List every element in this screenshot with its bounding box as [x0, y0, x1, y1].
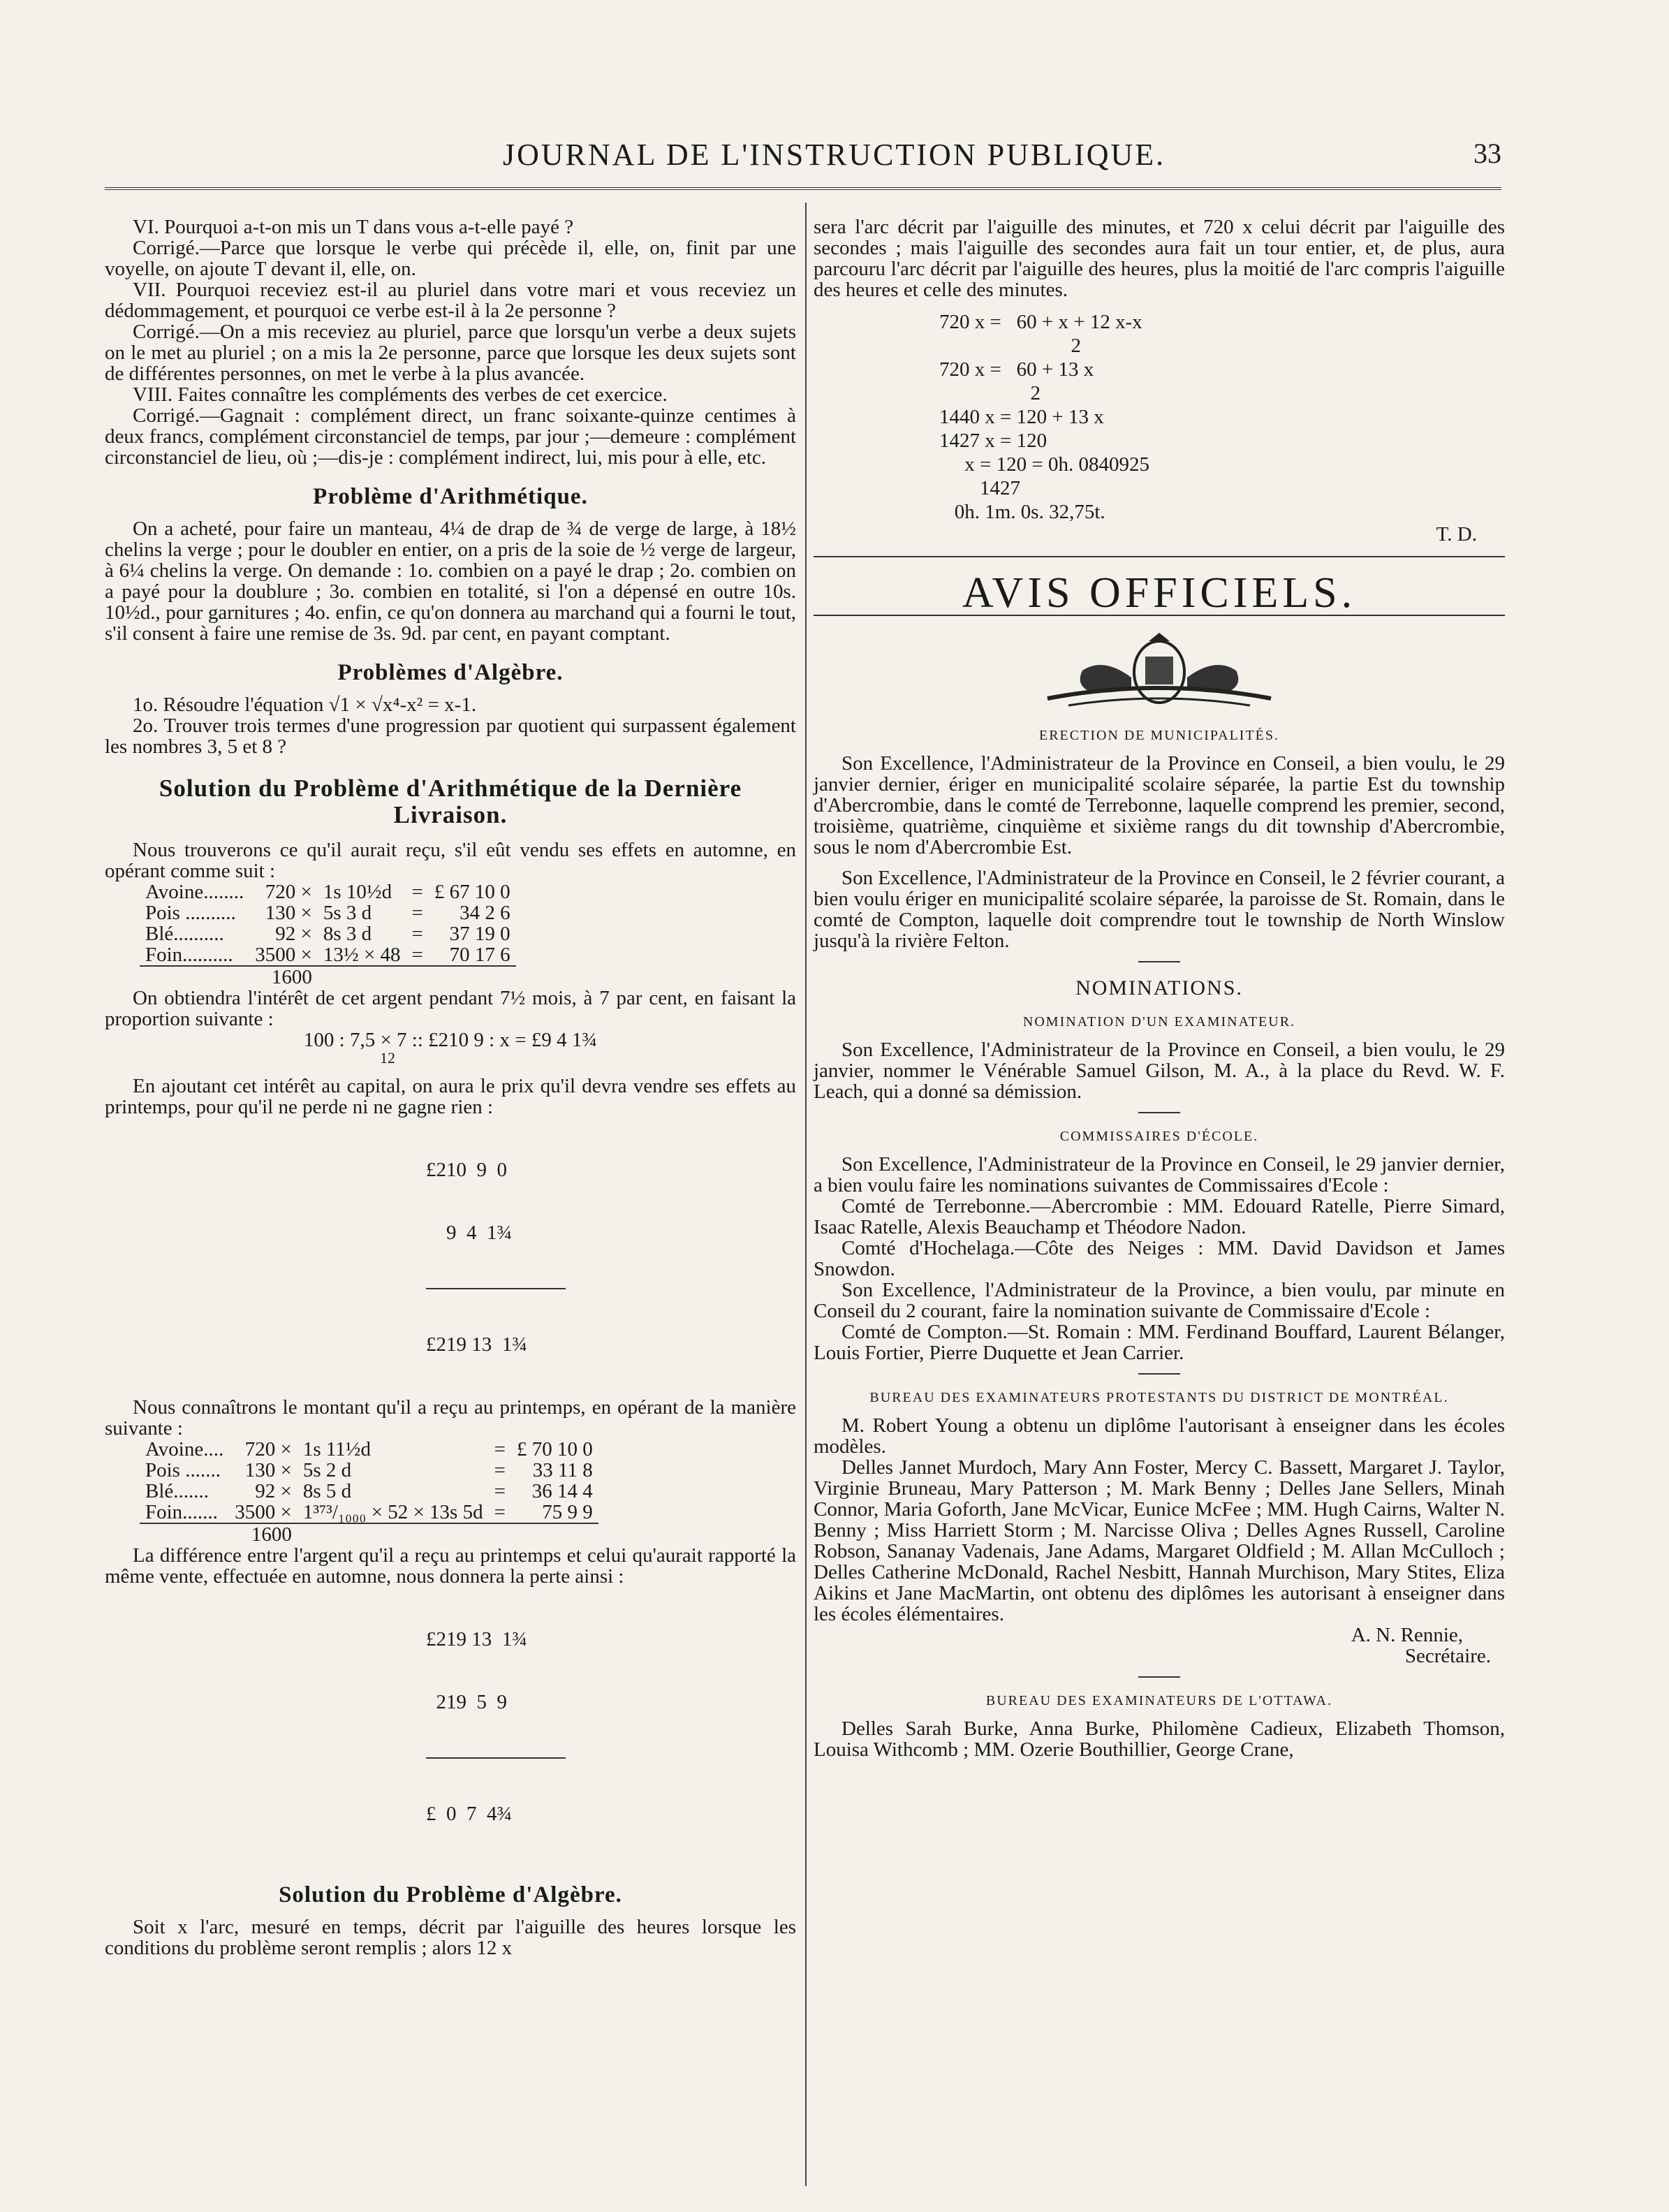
table-cell: 92 ×	[255, 1480, 292, 1502]
divider-dash	[1138, 1676, 1180, 1678]
table-total-row	[140, 966, 516, 988]
masthead	[105, 133, 1501, 182]
table-row	[140, 902, 516, 923]
table-cell: 1s 11½d	[302, 1438, 372, 1460]
table-cell: 8s 5 d	[302, 1480, 352, 1502]
bureau-text-1: M. Robert Young a obtenu un diplôme l'autorisant à enseigner dans les écoles modèles.	[814, 1414, 1505, 1458]
answer-8: Corrigé.—Gagnait : complément direct, un franc soixante-quinze centimes à deux francs, complément circonstanciel de temps, par jour ;—demeure : complément circonstanciel de lieu, où ;—dis-je : complément indirect, lui, mis pour à elle, etc.	[105, 404, 796, 469]
heading-arithmetic-problem: Problème d'Arithmétique.	[313, 484, 588, 509]
royal-crest-emblem	[1027, 629, 1292, 712]
equation-line: 1427	[939, 477, 1020, 499]
table-cell: 36 14 4	[531, 1480, 593, 1502]
table-cell: 130 ×	[244, 1459, 292, 1481]
question-7: VII. Pourquoi receviez est-il au pluriel dans votre mari et vous receviez un dédommagement, et pourquoi ce verbe est-il à la 2e personne ?	[105, 279, 796, 322]
sum-line: £219 13 1¾	[426, 1628, 527, 1650]
table-cell: 1³⁷³/₁₀₀₀ × 52 × 13s 5d	[302, 1501, 483, 1523]
heading-algebra-solution: Solution du Problème d'Algèbre.	[279, 1882, 622, 1907]
table-cell: =	[411, 881, 423, 903]
table-cell: 37 19 0	[449, 923, 510, 945]
ottawa-text: Delles Sarah Burke, Anna Burke, Philomène Cadieux, Elizabeth Thomson, Louisa Withcomb ; MM. Ozerie Bouthillier, George Crane,	[814, 1717, 1505, 1761]
table-cell: Blé..........	[145, 923, 224, 945]
heading-protestant-examiners: BUREAU DES EXAMINATEURS PROTESTANTS DU DISTRICT DE MONTRÉAL.	[869, 1390, 1449, 1405]
table-cell: 3500 ×	[255, 944, 312, 966]
table-cell: =	[411, 944, 423, 966]
commissioners-text-2: Comté de Terrebonne.—Abercrombie : MM. Edouard Ratelle, Pierre Simard, Isaac Ratelle, Alexis Beauchamp et Théodore Nadon.	[814, 1195, 1505, 1238]
algebra-equations	[814, 310, 1505, 524]
column-divider	[805, 203, 807, 2186]
commissioners-text-5: Comté de Compton.—St. Romain : MM. Ferdinand Bouffard, Laurent Bélanger, Louis Fortier, Pierre Duquette et Jean Carrier.	[814, 1321, 1505, 1364]
table-cell: Foin.......	[145, 1501, 218, 1523]
heading-nominations: NOMINATIONS.	[1075, 976, 1243, 999]
answer-7: Corrigé.—On a mis receviez au pluriel, parce que lorsqu'un verbe a deux sujets on le met au pluriel ; on a mis la 2e personne, parce que lorsque les deux sujets sont de différentes personnes, on met le verbe à la plus avancée.	[105, 321, 796, 385]
signature-name: A. N. Rennie,	[1351, 1624, 1463, 1646]
sum-capital-interest	[426, 1118, 796, 1397]
equation-line: 2	[939, 335, 1081, 357]
proportion-formula: 100 : 7,5 × 7 :: £210 9 : x = £9 4 1¾	[303, 1029, 598, 1051]
table-cell: 5s 3 d	[323, 902, 372, 924]
table-total-row	[140, 1523, 598, 1545]
table-row	[140, 881, 516, 902]
difference-text: La différence entre l'argent qu'il a reçu au printemps et celui qu'aurait rapporté la même vente, effectuée en automne, nous donnera la perte ainsi :	[105, 1544, 796, 1588]
divider-dash	[1138, 961, 1180, 962]
table-cell: £ 67 10 0	[434, 881, 510, 903]
table-cell: Blé.......	[145, 1480, 209, 1502]
table-total-cell: 1600	[249, 966, 318, 988]
table-cell: 34 2 6	[459, 902, 510, 924]
solution-intro: Nous trouverons ce qu'il aurait reçu, s'il eût vendu ses effets en automne, en opérant comme suit :	[105, 839, 796, 882]
heading-arithmetic-solution: Solution du Problème d'Arithmétique de la Dernière Livraison.	[159, 775, 742, 828]
table-cell: 5s 2 d	[302, 1459, 352, 1481]
equation-line: 720 x = 60 + 13 x	[939, 358, 1094, 381]
page-number: 33	[1473, 138, 1501, 169]
question-6: VI. Pourquoi a-t-on mis un T dans vous a-t-elle payé ?	[133, 216, 574, 238]
algebra-problem-1: 1o. Résoudre l'équation √1 × √x⁴-x² = x-1.	[133, 694, 477, 716]
signature-role: Secrétaire.	[1404, 1645, 1491, 1667]
table-cell: =	[411, 923, 423, 945]
section-rule	[814, 556, 1505, 557]
sum-total: £ 0 7 4¾	[426, 1803, 513, 1825]
sum-line: £210 9 0	[426, 1159, 507, 1181]
interest-text: On obtiendra l'intérêt de cet argent pendant 7½ mois, à 7 par cent, en faisant la proportion suivante :	[105, 987, 796, 1030]
commissioners-text-3: Comté d'Hochelaga.—Côte des Neiges : MM. David Davidson et James Snowdon.	[814, 1237, 1505, 1280]
left-column	[105, 217, 796, 1958]
heading-avis-officiels: AVIS OFFICIELS.	[962, 569, 1357, 617]
heading-examiner-nomination: NOMINATION D'UN EXAMINATEUR.	[1022, 1014, 1296, 1030]
algebra-problem-2: 2o. Trouver trois termes d'une progression par quotient qui surpassent également les nombres 3, 5 et 8 ?	[105, 715, 796, 758]
equation-line: 1427 x = 120	[939, 430, 1047, 452]
table-row	[140, 923, 516, 944]
table-total-cell: 1600	[229, 1523, 297, 1545]
table-cell: =	[494, 1459, 506, 1481]
heading-school-commissioners: COMMISSAIRES D'ÉCOLE.	[1059, 1129, 1259, 1144]
table-cell: 70 17 6	[449, 944, 510, 966]
right-column	[814, 217, 1505, 1760]
examiner-nomination-text: Son Excellence, l'Administrateur de la Province en Conseil, a bien voulu, le 29 janvier, nommer le Vénérable Samuel Gilson, M. A., à la place du Revd. W. F. Leach, qui a donné sa démission.	[814, 1039, 1505, 1103]
table-row	[140, 944, 516, 966]
table-row	[140, 1502, 598, 1523]
algebra-solution-continued: sera l'arc décrit par l'aiguille des minutes, et 720 x celui décrit par l'aiguille des secondes ; mais l'aiguille des secondes aura fait un tour entier, et, de plus, aura parcouru l'arc décrit par l'aiguille des heures, plus la moitié de l'arc compris l'aiguille des heures et celle des minutes.	[814, 216, 1505, 301]
section-rule	[814, 615, 1505, 616]
table-cell: =	[494, 1480, 506, 1502]
sum-total: £219 13 1¾	[426, 1333, 527, 1356]
loss-calculation	[426, 1587, 796, 1866]
proportion-denominator: 12	[380, 1049, 395, 1067]
table-cell: 75 9 9	[542, 1501, 593, 1523]
table-cell: Pois .......	[145, 1459, 221, 1481]
table-cell: Avoine........	[145, 881, 244, 903]
commissioners-text-4: Son Excellence, l'Administrateur de la Province, a bien voulu, par minute en Conseil du 2 courant, faire la nomination suivante de Commissaire d'Ecole :	[814, 1279, 1505, 1322]
table-cell: 92 ×	[275, 923, 312, 945]
heading-ottawa-examiners: BUREAU DES EXAMINATEURS DE L'OTTAWA.	[985, 1693, 1333, 1708]
question-8: VIII. Faites connaître les compléments des verbes de cet exercice.	[133, 383, 668, 406]
table-cell: =	[494, 1438, 506, 1460]
header-rule	[105, 187, 1501, 190]
heading-algebra-problems: Problèmes d'Algèbre.	[337, 660, 564, 685]
capital-text: En ajoutant cet intérêt au capital, on aura le prix qu'il devra vendre ses effets au printemps, pour qu'il ne perde ni ne gagne rien :	[105, 1075, 796, 1118]
table-cell: 13½ × 48	[323, 944, 401, 966]
table-cell: 3500 ×	[235, 1501, 292, 1523]
table-cell: 130 ×	[265, 902, 312, 924]
table-cell: 8s 3 d	[323, 923, 372, 945]
divider-dash	[1138, 1112, 1180, 1113]
erection-notice-1: Son Excellence, l'Administrateur de la Province en Conseil, a bien voulu, le 29 janvier dernier, ériger en municipalité scolaire séparée, la partie Est du township d'Abercrombie, dans le comté de Terrebonne, laquelle comprend les premier, second, troisième, quatrième, cinquième et sixième rangs du dit township d'Abercrombie, sous le nom d'Abercrombie Est.	[814, 752, 1505, 858]
table-row	[140, 1481, 598, 1502]
divider-dash	[1138, 1373, 1180, 1375]
spring-sales-table	[140, 1439, 598, 1545]
table-cell: 33 11 8	[532, 1459, 593, 1481]
equation-line: 0h. 1m. 0s. 32,75t.	[939, 501, 1105, 523]
table-cell: =	[411, 902, 423, 924]
bureau-text-2: Delles Jannet Murdoch, Mary Ann Foster, Mercy C. Bassett, Margaret J. Taylor, Virginie Bruneau, Mary Patterson ; M. Mark Benny ; Delles Jane Sellers, Minah Connor, Maria Goforth, Jane McVicar, Eunice McFee ; MM. Hugh Cairns, Walter N. Benny ; Miss Harriett Storm ; M. Narcisse Oliva ; Delles Agnes Russell, Caroline Robson, Sananay Vadenais, Jane Adams, Margaret Oldfield ; M. Allan McCulloch ; Delles Catherine McDonald, Rachel Nesbitt, Hannah Murchison, Mary Stites, Eliza Aikins et Jane MacMartin, ont obtenu des diplômes les autorisant à enseigner dans les écoles élémentaires.	[814, 1456, 1505, 1625]
journal-title: JOURNAL DE L'INSTRUCTION PUBLIQUE.	[503, 138, 1166, 172]
table-cell: Foin..........	[145, 944, 233, 966]
answer-6: Corrigé.—Parce que lorsque le verbe qui précède il, elle, on, finit par une voyelle, on ajoute T devant il, elle, on.	[105, 237, 796, 280]
equation-line: 2	[939, 382, 1041, 404]
spring-amount-text: Nous connaîtrons le montant qu'il a reçu au printemps, en opérant de la manière suivante :	[105, 1396, 796, 1440]
table-cell: =	[494, 1501, 506, 1523]
sum-line: 9 4 1¾	[426, 1222, 513, 1244]
signature-td: T. D.	[1436, 523, 1477, 545]
table-cell: 720 ×	[244, 1438, 292, 1460]
equation-line: x = 120 = 0h. 0840925	[939, 453, 1149, 476]
sum-line: 219 5 9	[426, 1691, 507, 1713]
table-cell: Pois ..........	[145, 902, 236, 924]
commissioners-text-1: Son Excellence, l'Administrateur de la Province en Conseil, le 29 janvier dernier, a bien voulu faire les nominations suivantes de Commissaires d'Ecole :	[814, 1153, 1505, 1196]
equation-line: 720 x = 60 + x + 12 x-x	[939, 311, 1142, 333]
arithmetic-problem-text: On a acheté, pour faire un manteau, 4¼ de drap de ¾ de verge de large, à 18½ chelins la verge ; pour le doubler en entier, on a pris de la soie de ½ verge de largeur, à 6¼ chelins la verge. On demande : 1o. combien on a payé le drap ; 2o. combien on a payé pour la doublure ; 3o. combien en totalité, si l'on a dépensé en outre 10s. 10½d., pour garnitures ; 4o. enfin, ce qu'on donnera au marchand qui a fourni le tout, s'il consent à faire une remise de 3s. 9d. par cent, en payant comptant.	[105, 518, 796, 645]
autumn-sales-table	[140, 881, 516, 988]
algebra-solution-text: Soit x l'arc, mesuré en temps, décrit par l'aiguille des heures lorsque les conditions du problème seront remplis ; alors 12 x	[105, 1916, 796, 1959]
equation-line: 1440 x = 120 + 13 x	[939, 406, 1104, 428]
table-cell: 720 ×	[265, 881, 312, 903]
table-cell: Avoine....	[145, 1438, 224, 1460]
table-row	[140, 1460, 598, 1481]
table-cell: £ 70 10 0	[516, 1438, 593, 1460]
table-row	[140, 1439, 598, 1460]
heading-municipal-erection: ERECTION DE MUNICIPALITÉS.	[1038, 728, 1280, 743]
table-cell: 1s 10½d	[323, 881, 392, 903]
erection-notice-2: Son Excellence, l'Administrateur de la Province en Conseil, le 2 février courant, a bien voulu ériger en municipalité scolaire séparée, la paroisse de St. Romain, dans le comté de Compton, laquelle doit comprendre tout le township de North Winslow jusqu'à la rivière Felton.	[814, 867, 1505, 952]
